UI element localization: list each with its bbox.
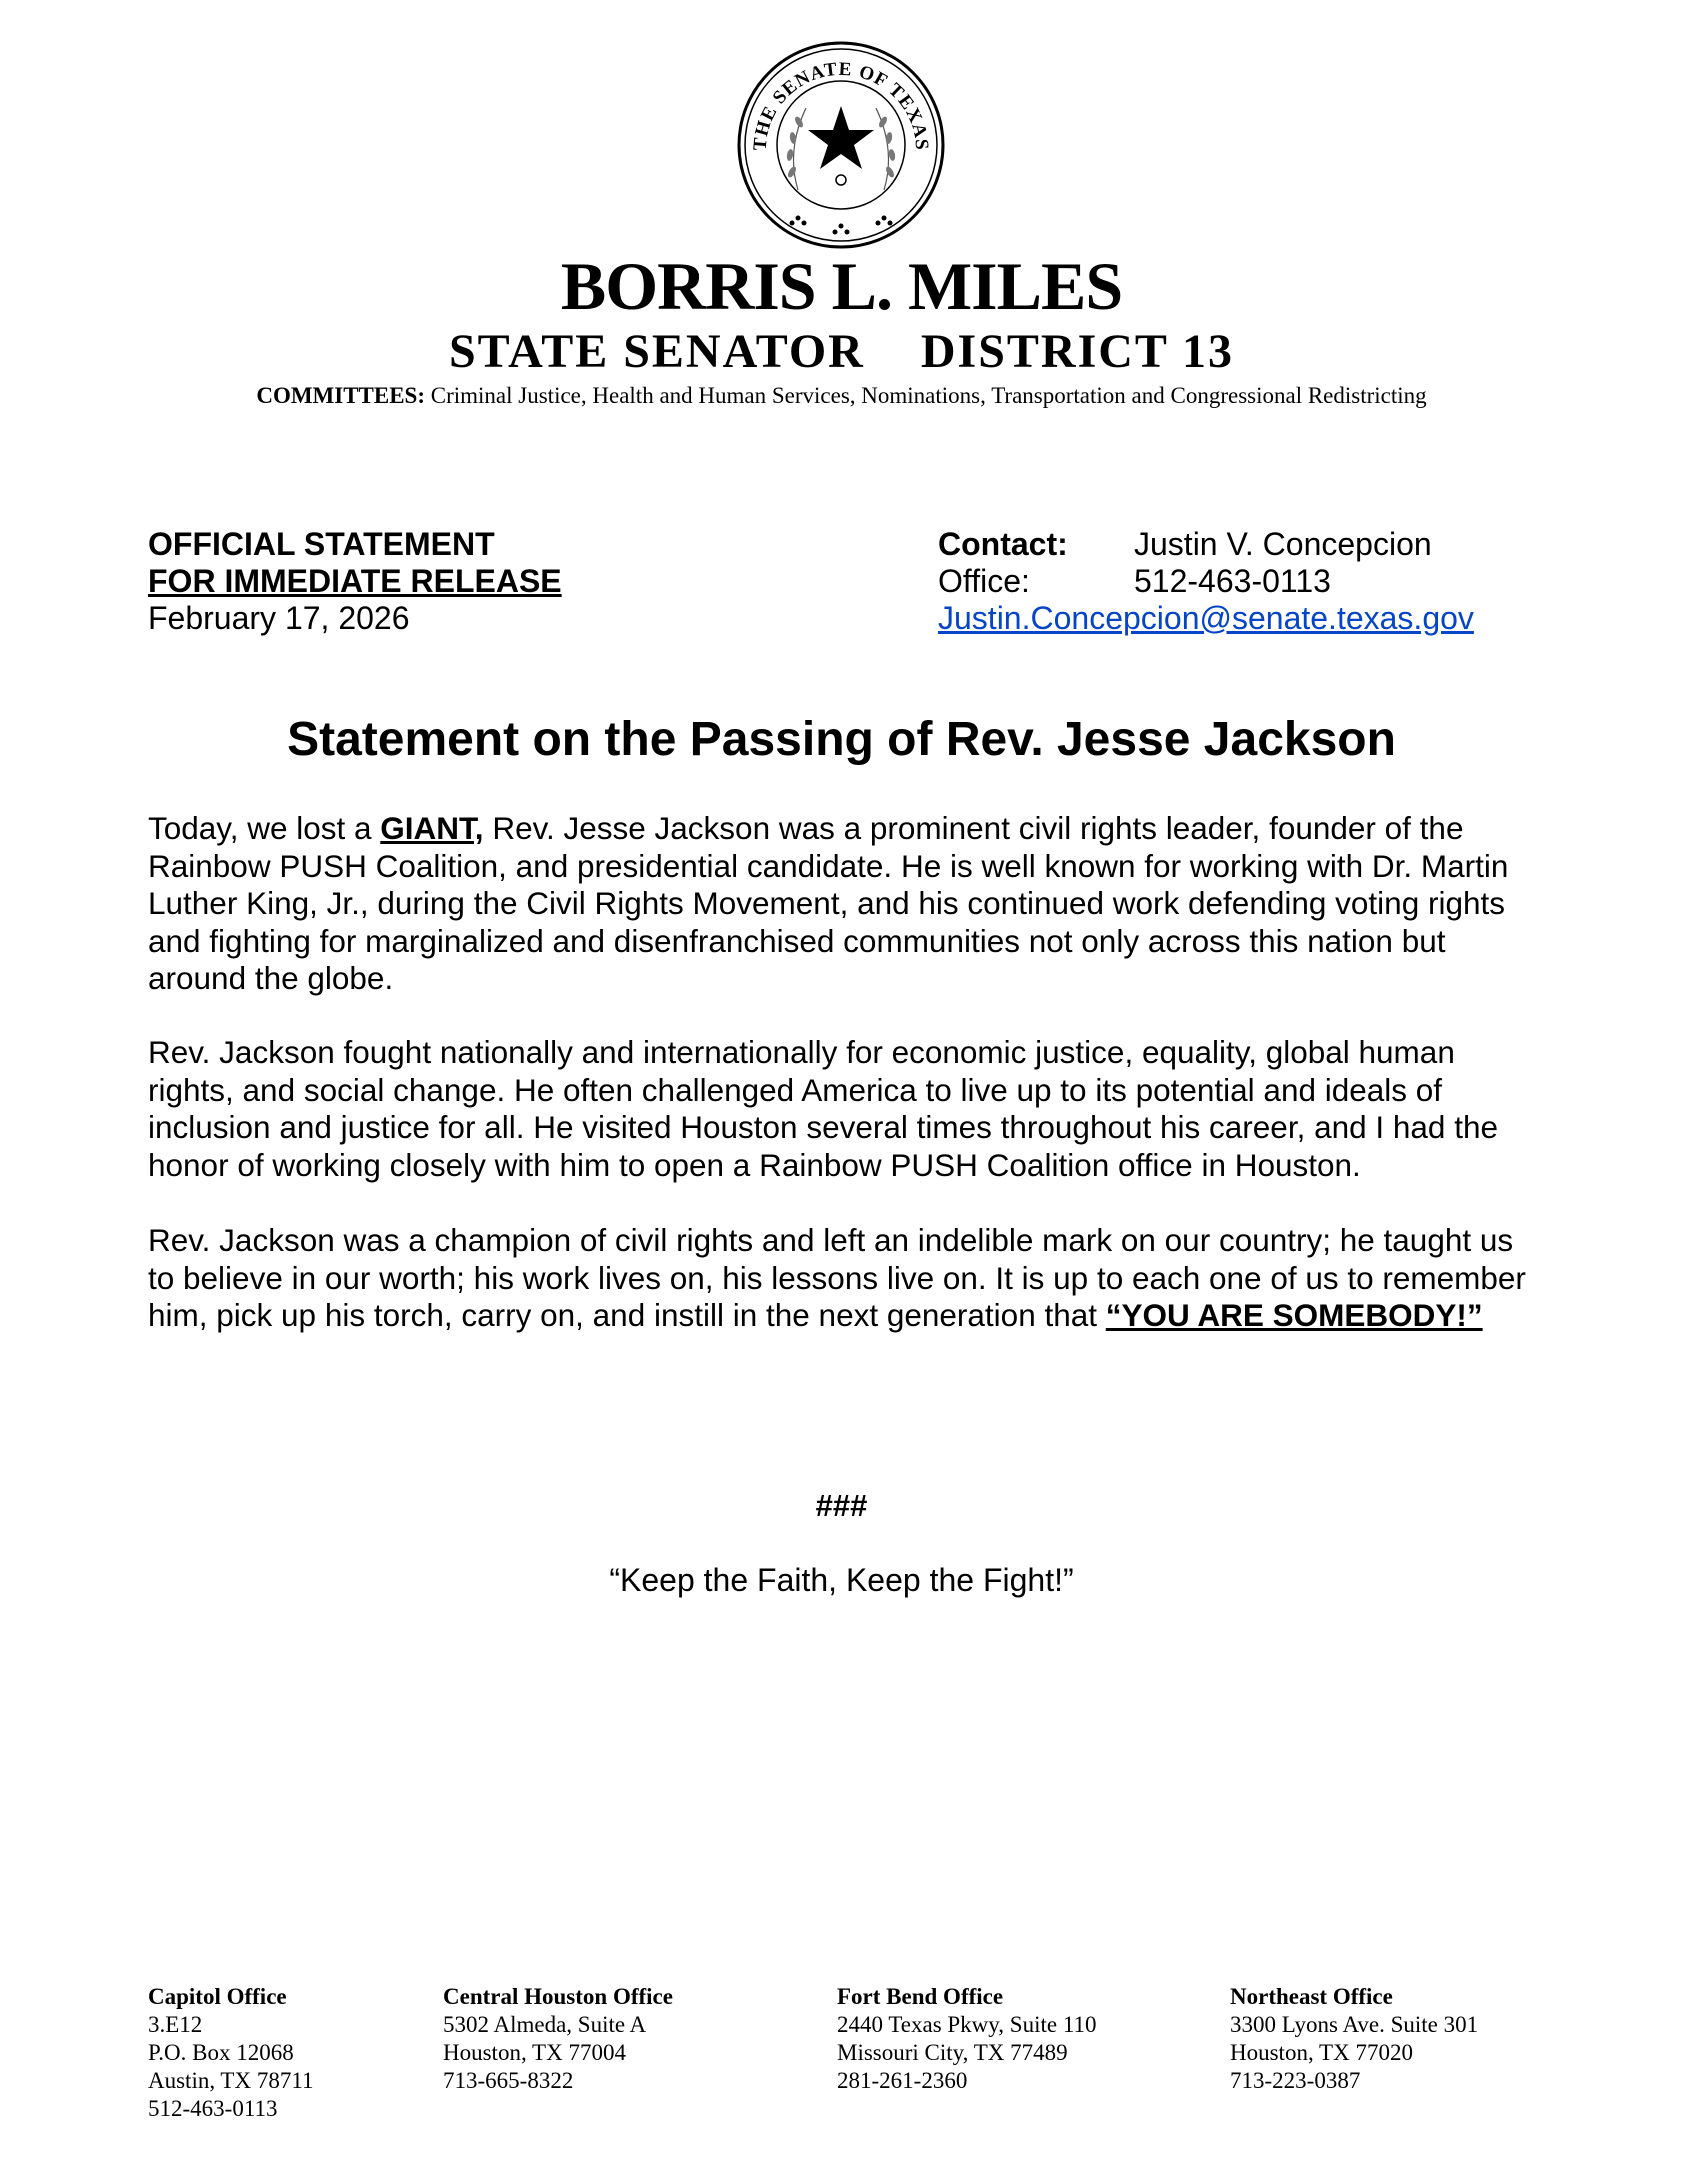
committees-label: COMMITTEES:: [256, 383, 426, 408]
committees-list: Criminal Justice, Health and Human Services, Nominations, Transportation and Congressional Redistricting: [425, 383, 1427, 408]
office-central-houston: [443, 1983, 673, 2095]
p1-text-after: Rev. Jesse Jackson was a prominent civil rights leader, founder of the Rainbow PUSH Coalition, and presidential candidate. He is well known for working with Dr. Martin Luther King, Jr., during the Civil Rights Movement, and his continued work defending voting rights and fighting for marginalized and disenfranchised communities not only across this nation but around the globe.: [148, 810, 1509, 997]
office-capitol: [148, 1983, 313, 2123]
end-mark: ###: [815, 1488, 868, 1523]
office-label: Office:: [938, 563, 1030, 599]
seal-text: THE SENATE OF TEXAS: [749, 58, 933, 152]
senator-name: BORRIS L. MILES: [560, 248, 1123, 324]
contact-info: [938, 526, 1474, 637]
body-paragraph-3: [148, 1222, 1548, 1335]
office-address-line: P.O. Box 12068: [148, 2040, 294, 2065]
star-icon: [808, 106, 874, 169]
release-date: February 17, 2026: [148, 600, 410, 636]
office-address-line: 3.E12: [148, 2012, 203, 2037]
office-address-line: Austin, TX 78711: [148, 2068, 314, 2093]
statement-headline: Statement on the Passing of Rev. Jesse Jackson: [287, 713, 1396, 766]
office-phone: 512-463-0113: [1134, 563, 1331, 599]
p1-emphasis: GIANT,: [380, 810, 484, 846]
immediate-release-label: FOR IMMEDIATE RELEASE: [148, 563, 562, 599]
office-title: Capitol Office: [148, 1984, 287, 2009]
office-phone-line: 512-463-0113: [148, 2096, 278, 2121]
motto: “Keep the Faith, Keep the Fight!”: [609, 1562, 1074, 1598]
office-title: Fort Bend Office: [837, 1984, 1004, 2009]
office-phone-line: 281-261-2360: [837, 2068, 968, 2093]
p1-text-before: Today, we lost a: [148, 810, 381, 846]
p3-text-before: Rev. Jackson was a champion of civil rights and left an indelible mark on our country; he taught us to believe in our worth; his work lives on, his lessons live on. It is up to each one of us to remember him, pick up his torch, carry on, and instill in the next generation that: [148, 1222, 1526, 1334]
office-fort-bend: [837, 1983, 1096, 2095]
office-address-line: 5302 Almeda, Suite A: [443, 2012, 647, 2037]
contact-name: Justin V. Concepcion: [1134, 526, 1432, 562]
committees-line: [0, 384, 1683, 407]
office-address-line: Houston, TX 77004: [443, 2040, 626, 2065]
office-phone-line: 713-665-8322: [443, 2068, 574, 2093]
office-phone-line: 713-223-0387: [1230, 2068, 1361, 2093]
body-paragraph-1: [148, 810, 1548, 998]
office-address-line: Missouri City, TX 77489: [837, 2040, 1068, 2065]
senate-seal: [736, 40, 946, 250]
office-address-line: 3300 Lyons Ave. Suite 301: [1230, 2012, 1479, 2037]
contact-email-link[interactable]: Justin.Concepcion@senate.texas.gov: [938, 600, 1474, 636]
contact-label: Contact:: [938, 526, 1068, 562]
release-info: [148, 526, 562, 637]
office-title: Northeast Office: [1230, 1984, 1393, 2009]
body-paragraph-2: Rev. Jackson fought nationally and internationally for economic justice, equality, global human rights, and social change. He often challenged America to live up to its potential and ideals of inclusion and justice for all. He visited Houston several times throughout his career, and I had the honor of working closely with him to open a Rainbow PUSH Coalition office in Houston.: [148, 1034, 1498, 1183]
office-northeast: [1230, 1983, 1478, 2095]
office-title: Central Houston Office: [443, 1984, 673, 2009]
office-address-line: 2440 Texas Pkwy, Suite 110: [837, 2012, 1097, 2037]
senator-title: STATE SENATOR DISTRICT 13: [448, 325, 1235, 378]
office-address-line: Houston, TX 77020: [1230, 2040, 1413, 2065]
p3-emphasis: “YOU ARE SOMEBODY!”: [1105, 1297, 1483, 1334]
official-statement-label: OFFICIAL STATEMENT: [148, 526, 495, 562]
